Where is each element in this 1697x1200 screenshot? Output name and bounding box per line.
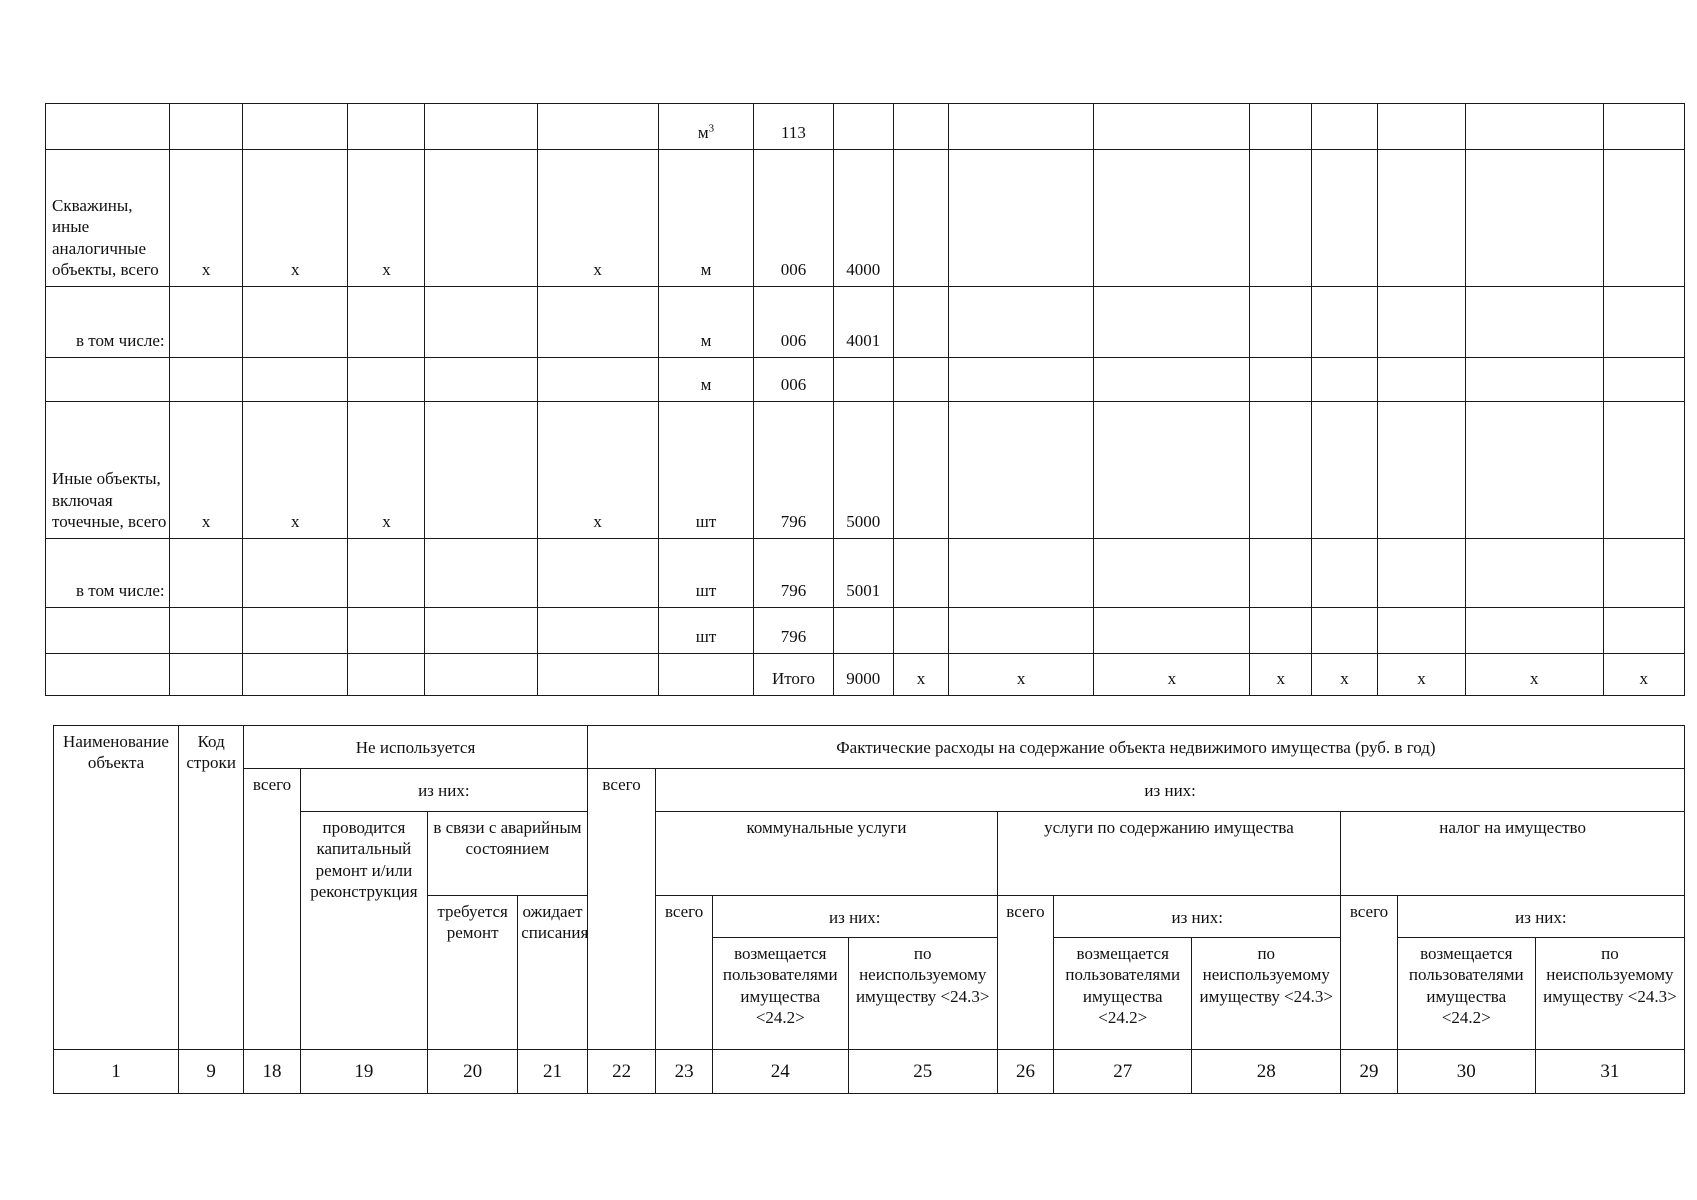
row-mark-cell <box>348 104 425 150</box>
empty-cell <box>1378 539 1466 608</box>
column-number-cell: 22 <box>587 1050 655 1094</box>
empty-cell <box>1250 608 1312 654</box>
row-code-cell: 5000 <box>833 402 894 539</box>
empty-cell <box>1312 287 1378 358</box>
column-number-cell: 30 <box>1397 1050 1535 1094</box>
empty-cell <box>1312 150 1378 287</box>
row-mark-cell <box>242 358 348 402</box>
empty-cell <box>894 539 949 608</box>
empty-cell <box>949 287 1094 358</box>
row-mark-cell: x <box>348 402 425 539</box>
okei-code-cell: 796 <box>754 539 833 608</box>
header-tax-total: всего <box>1341 896 1398 1050</box>
row-mark-cell <box>242 287 348 358</box>
empty-cell <box>1094 402 1250 539</box>
empty-cell <box>1250 150 1312 287</box>
header-costs-total: всего <box>587 769 655 1050</box>
empty-cell <box>949 608 1094 654</box>
empty-cell <box>1312 608 1378 654</box>
row-name-cell <box>46 358 170 402</box>
column-number-cell: 9 <box>179 1050 244 1094</box>
header-tax-reimbursed: возмещается пользователями имущества <24.2> <box>1397 938 1535 1050</box>
row-mark-cell <box>537 608 658 654</box>
row-mark-cell: x <box>170 402 243 539</box>
unit-cell <box>658 104 754 150</box>
lower-table <box>53 725 1685 1094</box>
row-mark-cell <box>537 539 658 608</box>
header-not-used-of-them: из них: <box>300 769 587 812</box>
empty-cell <box>658 654 754 696</box>
empty-cell <box>1466 104 1604 150</box>
row-code-cell: 4001 <box>833 287 894 358</box>
header-property-tax: налог на имущество <box>1341 812 1685 896</box>
header-costs-of-them: из них: <box>656 769 1685 812</box>
unit-cell <box>658 287 754 358</box>
empty-cell <box>1250 358 1312 402</box>
unit-cell <box>658 150 754 287</box>
empty-cell <box>894 104 949 150</box>
unit-label: м <box>700 374 712 394</box>
table-row <box>46 608 1685 654</box>
row-name-cell <box>46 608 170 654</box>
header-row-code: Код строки <box>179 726 244 1050</box>
empty-cell <box>1603 358 1684 402</box>
total-mark-cell: x <box>1312 654 1378 696</box>
empty-cell <box>894 358 949 402</box>
row-mark-cell <box>170 358 243 402</box>
total-mark-cell: x <box>1378 654 1466 696</box>
empty-cell <box>348 654 425 696</box>
empty-cell <box>1250 539 1312 608</box>
header-not-used: Не используется <box>244 726 588 769</box>
total-label: Итого <box>754 654 833 696</box>
header-maintenance-reimbursed: возмещается пользователями имущества <24.2> <box>1054 938 1192 1050</box>
row-mark-cell <box>348 539 425 608</box>
empty-cell <box>425 654 537 696</box>
row-name-cell: в том числе: <box>46 539 170 608</box>
row-code-cell: 5001 <box>833 539 894 608</box>
empty-cell <box>537 654 658 696</box>
row-mark-cell <box>348 287 425 358</box>
row-name-cell: Скважины, иные аналогичные объекты, всего <box>46 150 170 287</box>
empty-cell <box>949 358 1094 402</box>
row-code-cell <box>833 608 894 654</box>
empty-cell <box>1603 287 1684 358</box>
empty-cell <box>1466 150 1604 287</box>
unit-label: шт <box>695 626 717 646</box>
header-maintenance-unused: по неиспользуемому имуществу <24.3> <box>1192 938 1341 1050</box>
empty-cell <box>1603 539 1684 608</box>
unit-cell <box>658 608 754 654</box>
empty-cell <box>1603 608 1684 654</box>
empty-cell <box>1603 104 1684 150</box>
header-object-name: Наименование объекта <box>54 726 179 1050</box>
total-mark-cell: x <box>894 654 949 696</box>
row-mark-cell: x <box>537 150 658 287</box>
empty-cell <box>1466 539 1604 608</box>
row-mark-cell: x <box>242 150 348 287</box>
unit-label: шт <box>695 511 717 531</box>
total-mark-cell: x <box>1466 654 1604 696</box>
total-mark-cell: x <box>1250 654 1312 696</box>
header-utilities: коммунальные услуги <box>656 812 997 896</box>
empty-cell <box>1094 104 1250 150</box>
empty-cell <box>1312 358 1378 402</box>
column-number-cell: 25 <box>848 1050 997 1094</box>
row-mark-cell: x <box>537 402 658 539</box>
empty-cell <box>242 654 348 696</box>
row-mark-cell <box>537 104 658 150</box>
row-mark-cell <box>170 104 243 150</box>
row-mark-cell <box>170 539 243 608</box>
header-maintenance: услуги по содержанию имущества <box>997 812 1341 896</box>
column-number-cell: 31 <box>1535 1050 1684 1094</box>
column-number-cell: 23 <box>656 1050 713 1094</box>
empty-cell <box>1466 402 1604 539</box>
header-awaiting-writeoff: ожидает списания <box>518 896 588 1050</box>
table-row <box>46 287 1685 358</box>
empty-cell <box>1250 287 1312 358</box>
total-row <box>46 654 1685 696</box>
row-mark-cell: x <box>348 150 425 287</box>
total-code: 9000 <box>833 654 894 696</box>
column-number-cell: 18 <box>244 1050 301 1094</box>
empty-cell <box>1312 402 1378 539</box>
empty-cell <box>1094 358 1250 402</box>
row-mark-cell <box>537 287 658 358</box>
empty-cell <box>894 150 949 287</box>
row-mark-cell <box>242 104 348 150</box>
empty-cell <box>1250 104 1312 150</box>
row-mark-cell <box>425 150 537 287</box>
row-mark-cell <box>425 402 537 539</box>
empty-cell <box>1250 402 1312 539</box>
empty-cell <box>46 654 170 696</box>
row-mark-cell <box>425 358 537 402</box>
empty-cell <box>1378 287 1466 358</box>
okei-code-cell: 113 <box>754 104 833 150</box>
header-tax-of-them: из них: <box>1397 896 1684 938</box>
row-mark-cell <box>170 287 243 358</box>
column-number-cell: 28 <box>1192 1050 1341 1094</box>
empty-cell <box>894 287 949 358</box>
unit-label: м <box>700 330 712 350</box>
row-mark-cell <box>425 287 537 358</box>
row-code-cell: 4000 <box>833 150 894 287</box>
table-row <box>46 539 1685 608</box>
empty-cell <box>949 402 1094 539</box>
column-numbers-row <box>54 1050 1685 1094</box>
column-number-cell: 1 <box>54 1050 179 1094</box>
empty-cell <box>1378 150 1466 287</box>
upper-table <box>45 103 1685 696</box>
empty-cell <box>1094 287 1250 358</box>
column-number-cell: 20 <box>428 1050 518 1094</box>
column-number-cell: 24 <box>712 1050 848 1094</box>
header-utilities-reimbursed: возмещается пользователями имущества <24.2> <box>712 938 848 1050</box>
okei-code-cell: 006 <box>754 150 833 287</box>
empty-cell <box>1603 402 1684 539</box>
empty-cell <box>1466 608 1604 654</box>
empty-cell <box>1378 104 1466 150</box>
header-capital-repair: проводится капитальный ремонт и/или реконструкция <box>300 812 427 1050</box>
row-mark-cell <box>170 608 243 654</box>
row-name-cell: Иные объекты, включая точечные, всего <box>46 402 170 539</box>
row-mark-cell <box>348 608 425 654</box>
row-mark-cell <box>348 358 425 402</box>
empty-cell <box>1378 608 1466 654</box>
empty-cell <box>1466 287 1604 358</box>
total-mark-cell: x <box>949 654 1094 696</box>
unit-label: шт <box>695 580 717 600</box>
row-mark-cell <box>425 608 537 654</box>
row-code-cell <box>833 358 894 402</box>
row-mark-cell: x <box>242 402 348 539</box>
header-emergency: в связи с аварийным состоянием <box>428 812 588 896</box>
total-mark-cell: x <box>1603 654 1684 696</box>
empty-cell <box>1094 539 1250 608</box>
header-utilities-of-them: из них: <box>712 896 997 938</box>
empty-cell <box>1378 358 1466 402</box>
empty-cell <box>949 104 1094 150</box>
header-needs-repair: требуется ремонт <box>428 896 518 1050</box>
column-number-cell: 27 <box>1054 1050 1192 1094</box>
row-mark-cell <box>242 608 348 654</box>
empty-cell <box>170 654 243 696</box>
unit-cell <box>658 539 754 608</box>
empty-cell <box>1312 104 1378 150</box>
row-mark-cell <box>242 539 348 608</box>
empty-cell <box>1466 358 1604 402</box>
unit-superscript: 3 <box>708 122 715 135</box>
header-tax-unused: по неиспользуемому имуществу <24.3> <box>1535 938 1684 1050</box>
column-number-cell: 29 <box>1341 1050 1398 1094</box>
empty-cell <box>1603 150 1684 287</box>
empty-cell <box>894 402 949 539</box>
row-mark-cell: x <box>170 150 243 287</box>
empty-cell <box>894 608 949 654</box>
header-utilities-unused: по неиспользуемому имуществу <24.3> <box>848 938 997 1050</box>
header-maintenance-of-them: из них: <box>1054 896 1341 938</box>
okei-code-cell: 006 <box>754 358 833 402</box>
unit-label: м <box>697 122 709 142</box>
empty-cell <box>1094 608 1250 654</box>
unit-label: м <box>700 259 712 279</box>
unit-cell <box>658 358 754 402</box>
header-utilities-total: всего <box>656 896 713 1050</box>
row-name-cell <box>46 104 170 150</box>
header-maintenance-total: всего <box>997 896 1054 1050</box>
okei-code-cell: 796 <box>754 608 833 654</box>
empty-cell <box>1378 402 1466 539</box>
column-number-cell: 21 <box>518 1050 588 1094</box>
unit-cell <box>658 402 754 539</box>
row-mark-cell <box>425 104 537 150</box>
row-mark-cell <box>425 539 537 608</box>
row-mark-cell <box>537 358 658 402</box>
okei-code-cell: 796 <box>754 402 833 539</box>
row-code-cell <box>833 104 894 150</box>
empty-cell <box>1312 539 1378 608</box>
header-not-used-total: всего <box>244 769 301 1050</box>
header-actual-costs: Фактические расходы на содержание объекта недвижимого имущества (руб. в год) <box>587 726 1684 769</box>
table-row <box>46 358 1685 402</box>
empty-cell <box>949 150 1094 287</box>
empty-cell <box>949 539 1094 608</box>
column-number-cell: 19 <box>300 1050 427 1094</box>
row-name-cell: в том числе: <box>46 287 170 358</box>
table-row <box>46 150 1685 287</box>
empty-cell <box>1094 150 1250 287</box>
column-number-cell: 26 <box>997 1050 1054 1094</box>
total-mark-cell: x <box>1094 654 1250 696</box>
table-row <box>46 104 1685 150</box>
table-row <box>46 402 1685 539</box>
okei-code-cell: 006 <box>754 287 833 358</box>
